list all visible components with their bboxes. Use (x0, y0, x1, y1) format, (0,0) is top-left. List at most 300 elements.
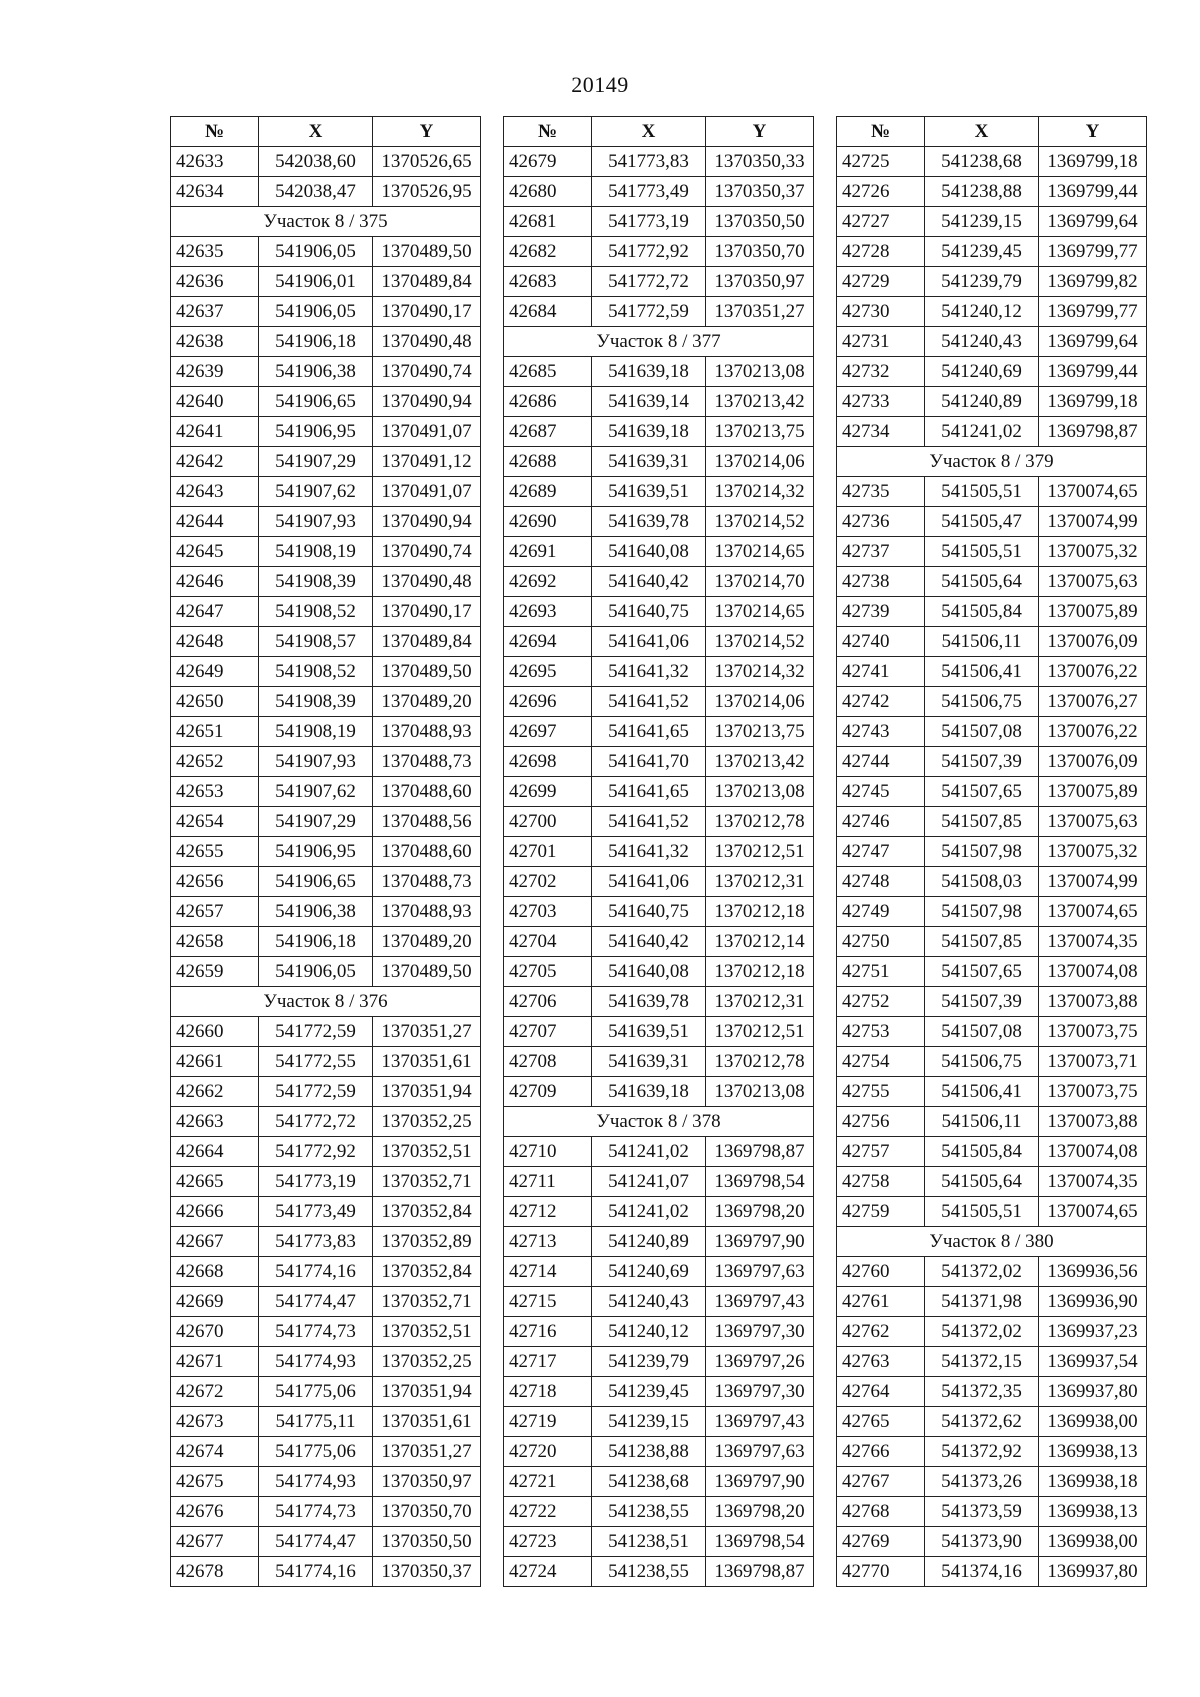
y-coordinate: 1370073,75 (1039, 1077, 1147, 1107)
x-coordinate: 541639,78 (592, 507, 706, 537)
x-coordinate: 541641,65 (592, 717, 706, 747)
table-row (171, 1347, 481, 1377)
y-coordinate: 1370490,48 (373, 327, 481, 357)
y-coordinate: 1370214,52 (706, 507, 814, 537)
x-coordinate: 541372,92 (925, 1437, 1039, 1467)
point-number: 42728 (837, 237, 925, 267)
point-number: 42714 (504, 1257, 592, 1287)
point-number: 42668 (171, 1257, 259, 1287)
point-number: 42763 (837, 1347, 925, 1377)
table-row (504, 1497, 814, 1527)
x-coordinate: 541240,69 (925, 357, 1039, 387)
y-coordinate: 1370213,42 (706, 747, 814, 777)
x-coordinate: 541507,39 (925, 747, 1039, 777)
y-coordinate: 1369797,90 (706, 1227, 814, 1257)
point-number: 42645 (171, 537, 259, 567)
table-row (837, 627, 1147, 657)
x-coordinate: 541505,51 (925, 477, 1039, 507)
point-number: 42764 (837, 1377, 925, 1407)
y-coordinate: 1370076,09 (1039, 627, 1147, 657)
x-coordinate: 541773,83 (259, 1227, 373, 1257)
table-row (837, 1317, 1147, 1347)
table-row (504, 507, 814, 537)
table-row (504, 597, 814, 627)
table-row (837, 1107, 1147, 1137)
point-number: 42686 (504, 387, 592, 417)
point-number: 42666 (171, 1197, 259, 1227)
table-row (171, 267, 481, 297)
y-coordinate: 1370074,99 (1039, 507, 1147, 537)
y-coordinate: 1370491,12 (373, 447, 481, 477)
header-number: № (504, 117, 592, 147)
y-coordinate: 1370213,42 (706, 387, 814, 417)
x-coordinate: 541240,43 (925, 327, 1039, 357)
x-coordinate: 541908,52 (259, 597, 373, 627)
table-row (837, 477, 1147, 507)
header-x: X (925, 117, 1039, 147)
point-number: 42697 (504, 717, 592, 747)
table-row (837, 867, 1147, 897)
y-coordinate: 1369938,00 (1039, 1527, 1147, 1557)
table-row (504, 297, 814, 327)
x-coordinate: 541238,55 (592, 1557, 706, 1587)
point-number: 42684 (504, 297, 592, 327)
x-coordinate: 541772,92 (592, 237, 706, 267)
table-row (504, 1017, 814, 1047)
y-coordinate: 1370074,08 (1039, 957, 1147, 987)
x-coordinate: 541906,95 (259, 837, 373, 867)
y-coordinate: 1369799,64 (1039, 207, 1147, 237)
point-number: 42646 (171, 567, 259, 597)
table-row (504, 1047, 814, 1077)
point-number: 42700 (504, 807, 592, 837)
y-coordinate: 1370526,95 (373, 177, 481, 207)
header-y: Y (706, 117, 814, 147)
y-coordinate: 1370490,74 (373, 537, 481, 567)
y-coordinate: 1369938,18 (1039, 1467, 1147, 1497)
table-row (171, 447, 481, 477)
y-coordinate: 1370214,52 (706, 627, 814, 657)
x-coordinate: 541240,69 (592, 1257, 706, 1287)
point-number: 42703 (504, 897, 592, 927)
y-coordinate: 1369936,90 (1039, 1287, 1147, 1317)
x-coordinate: 541774,47 (259, 1527, 373, 1557)
y-coordinate: 1370488,73 (373, 867, 481, 897)
y-coordinate: 1370076,09 (1039, 747, 1147, 777)
x-coordinate: 541372,02 (925, 1257, 1039, 1287)
y-coordinate: 1370350,50 (706, 207, 814, 237)
y-coordinate: 1370351,27 (706, 297, 814, 327)
y-coordinate: 1369798,87 (706, 1557, 814, 1587)
table-row (171, 507, 481, 537)
table-row (504, 537, 814, 567)
x-coordinate: 541371,98 (925, 1287, 1039, 1317)
point-number: 42639 (171, 357, 259, 387)
table-row (504, 267, 814, 297)
point-number: 42663 (171, 1107, 259, 1137)
x-coordinate: 541773,83 (592, 147, 706, 177)
table-row (837, 717, 1147, 747)
y-coordinate: 1370212,14 (706, 927, 814, 957)
x-coordinate: 541507,65 (925, 777, 1039, 807)
x-coordinate: 541241,02 (592, 1137, 706, 1167)
table-row (171, 177, 481, 207)
table-row (837, 1047, 1147, 1077)
x-coordinate: 541374,16 (925, 1557, 1039, 1587)
table-row (171, 1497, 481, 1527)
y-coordinate: 1370489,20 (373, 927, 481, 957)
y-coordinate: 1369937,80 (1039, 1377, 1147, 1407)
point-number: 42677 (171, 1527, 259, 1557)
y-coordinate: 1369799,18 (1039, 387, 1147, 417)
table-row (837, 537, 1147, 567)
point-number: 42676 (171, 1497, 259, 1527)
x-coordinate: 541641,65 (592, 777, 706, 807)
point-number: 42667 (171, 1227, 259, 1257)
table-row (837, 1557, 1147, 1587)
x-coordinate: 541240,12 (925, 297, 1039, 327)
point-number: 42744 (837, 747, 925, 777)
x-coordinate: 541639,51 (592, 477, 706, 507)
x-coordinate: 541641,52 (592, 807, 706, 837)
page-number: 20149 (571, 72, 629, 97)
point-number: 42673 (171, 1407, 259, 1437)
y-coordinate: 1370214,70 (706, 567, 814, 597)
x-coordinate: 541774,73 (259, 1497, 373, 1527)
x-coordinate: 541241,02 (592, 1197, 706, 1227)
point-number: 42725 (837, 147, 925, 177)
x-coordinate: 541507,08 (925, 717, 1039, 747)
point-number: 42635 (171, 237, 259, 267)
section-row (837, 1227, 1147, 1257)
point-number: 42723 (504, 1527, 592, 1557)
point-number: 42711 (504, 1167, 592, 1197)
x-coordinate: 541639,31 (592, 1047, 706, 1077)
y-coordinate: 1370489,84 (373, 627, 481, 657)
table-row (171, 147, 481, 177)
table-row (171, 597, 481, 627)
point-number: 42722 (504, 1497, 592, 1527)
point-number: 42708 (504, 1047, 592, 1077)
y-coordinate: 1370350,70 (373, 1497, 481, 1527)
point-number: 42690 (504, 507, 592, 537)
y-coordinate: 1370073,75 (1039, 1017, 1147, 1047)
point-number: 42760 (837, 1257, 925, 1287)
x-coordinate: 541641,06 (592, 867, 706, 897)
point-number: 42709 (504, 1077, 592, 1107)
x-coordinate: 541505,84 (925, 1137, 1039, 1167)
point-number: 42689 (504, 477, 592, 507)
y-coordinate: 1369799,77 (1039, 237, 1147, 267)
x-coordinate: 541506,41 (925, 1077, 1039, 1107)
point-number: 42758 (837, 1167, 925, 1197)
point-number: 42727 (837, 207, 925, 237)
table-row (504, 867, 814, 897)
table-row (504, 1257, 814, 1287)
x-coordinate: 541372,35 (925, 1377, 1039, 1407)
point-number: 42636 (171, 267, 259, 297)
table-row (171, 537, 481, 567)
table-row (171, 1107, 481, 1137)
point-number: 42729 (837, 267, 925, 297)
y-coordinate: 1370352,25 (373, 1347, 481, 1377)
point-number: 42715 (504, 1287, 592, 1317)
y-coordinate: 1370352,89 (373, 1227, 481, 1257)
point-number: 42755 (837, 1077, 925, 1107)
y-coordinate: 1370488,60 (373, 777, 481, 807)
x-coordinate: 541907,62 (259, 777, 373, 807)
point-number: 42738 (837, 567, 925, 597)
section-title: Участок 8 / 377 (504, 327, 814, 357)
y-coordinate: 1369797,26 (706, 1347, 814, 1377)
table-row (504, 957, 814, 987)
y-coordinate: 1370212,51 (706, 1017, 814, 1047)
x-coordinate: 541639,51 (592, 1017, 706, 1047)
y-coordinate: 1370351,27 (373, 1437, 481, 1467)
table-row (837, 837, 1147, 867)
x-coordinate: 541907,93 (259, 507, 373, 537)
y-coordinate: 1369799,82 (1039, 267, 1147, 297)
y-coordinate: 1369799,44 (1039, 357, 1147, 387)
point-number: 42637 (171, 297, 259, 327)
y-coordinate: 1370350,97 (706, 267, 814, 297)
x-coordinate: 541640,42 (592, 927, 706, 957)
x-coordinate: 541906,38 (259, 357, 373, 387)
x-coordinate: 541773,19 (259, 1167, 373, 1197)
table-row (171, 297, 481, 327)
x-coordinate: 541640,08 (592, 537, 706, 567)
y-coordinate: 1369797,63 (706, 1437, 814, 1467)
x-coordinate: 541775,11 (259, 1407, 373, 1437)
x-coordinate: 541238,68 (925, 147, 1039, 177)
x-coordinate: 541507,65 (925, 957, 1039, 987)
point-number: 42634 (171, 177, 259, 207)
y-coordinate: 1370352,84 (373, 1197, 481, 1227)
y-coordinate: 1369799,64 (1039, 327, 1147, 357)
section-title: Участок 8 / 375 (171, 207, 481, 237)
y-coordinate: 1370076,22 (1039, 657, 1147, 687)
x-coordinate: 541774,16 (259, 1557, 373, 1587)
point-number: 42648 (171, 627, 259, 657)
y-coordinate: 1370213,75 (706, 417, 814, 447)
section-row (171, 207, 481, 237)
section-title: Участок 8 / 376 (171, 987, 481, 1017)
x-coordinate: 541506,11 (925, 1107, 1039, 1137)
x-coordinate: 541772,92 (259, 1137, 373, 1167)
x-coordinate: 541772,55 (259, 1047, 373, 1077)
table-row (504, 927, 814, 957)
y-coordinate: 1370214,06 (706, 447, 814, 477)
x-coordinate: 541240,12 (592, 1317, 706, 1347)
point-number: 42664 (171, 1137, 259, 1167)
x-coordinate: 541239,15 (592, 1407, 706, 1437)
y-coordinate: 1370075,63 (1039, 567, 1147, 597)
point-number: 42655 (171, 837, 259, 867)
y-coordinate: 1370074,35 (1039, 1167, 1147, 1197)
header-number: № (837, 117, 925, 147)
table-row (837, 417, 1147, 447)
y-coordinate: 1370490,94 (373, 507, 481, 537)
table-row (837, 687, 1147, 717)
x-coordinate: 541372,62 (925, 1407, 1039, 1437)
table-row (171, 1047, 481, 1077)
point-number: 42683 (504, 267, 592, 297)
x-coordinate: 541505,64 (925, 567, 1039, 597)
x-coordinate: 541773,49 (259, 1197, 373, 1227)
x-coordinate: 541906,38 (259, 897, 373, 927)
x-coordinate: 541908,39 (259, 567, 373, 597)
table-row (504, 1317, 814, 1347)
table-row (171, 747, 481, 777)
x-coordinate: 541373,90 (925, 1527, 1039, 1557)
x-coordinate: 541239,79 (592, 1347, 706, 1377)
point-number: 42719 (504, 1407, 592, 1437)
x-coordinate: 541507,98 (925, 837, 1039, 867)
point-number: 42654 (171, 807, 259, 837)
y-coordinate: 1370352,25 (373, 1107, 481, 1137)
x-coordinate: 541506,41 (925, 657, 1039, 687)
x-coordinate: 541238,68 (592, 1467, 706, 1497)
x-coordinate: 541505,47 (925, 507, 1039, 537)
y-coordinate: 1370213,75 (706, 717, 814, 747)
coordinates-table-1 (170, 116, 481, 1587)
y-coordinate: 1369797,30 (706, 1377, 814, 1407)
x-coordinate: 541907,62 (259, 477, 373, 507)
point-number: 42661 (171, 1047, 259, 1077)
x-coordinate: 541238,88 (925, 177, 1039, 207)
y-coordinate: 1370490,17 (373, 297, 481, 327)
x-coordinate: 541906,65 (259, 387, 373, 417)
x-coordinate: 541506,75 (925, 687, 1039, 717)
table-row (171, 897, 481, 927)
point-number: 42712 (504, 1197, 592, 1227)
point-number: 42647 (171, 597, 259, 627)
header-row (504, 117, 814, 147)
table-row (837, 1077, 1147, 1107)
point-number: 42736 (837, 507, 925, 537)
point-number: 42699 (504, 777, 592, 807)
point-number: 42759 (837, 1197, 925, 1227)
table-row (504, 1197, 814, 1227)
point-number: 42660 (171, 1017, 259, 1047)
point-number: 42670 (171, 1317, 259, 1347)
table-row (504, 1377, 814, 1407)
section-title: Участок 8 / 380 (837, 1227, 1147, 1257)
x-coordinate: 541240,89 (592, 1227, 706, 1257)
table-row (837, 1347, 1147, 1377)
x-coordinate: 541774,16 (259, 1257, 373, 1287)
table-row (504, 387, 814, 417)
x-coordinate: 541507,85 (925, 927, 1039, 957)
x-coordinate: 541640,75 (592, 897, 706, 927)
point-number: 42653 (171, 777, 259, 807)
table-row (504, 897, 814, 927)
y-coordinate: 1370074,08 (1039, 1137, 1147, 1167)
table-row (504, 1137, 814, 1167)
y-coordinate: 1370212,78 (706, 807, 814, 837)
y-coordinate: 1370352,51 (373, 1137, 481, 1167)
table-row (171, 687, 481, 717)
y-coordinate: 1369797,63 (706, 1257, 814, 1287)
point-number: 42681 (504, 207, 592, 237)
header-y: Y (1039, 117, 1147, 147)
y-coordinate: 1370212,51 (706, 837, 814, 867)
table-row (504, 1467, 814, 1497)
table-row (171, 927, 481, 957)
table-row (171, 387, 481, 417)
table-row (837, 1377, 1147, 1407)
point-number: 42751 (837, 957, 925, 987)
table-row (504, 807, 814, 837)
point-number: 42766 (837, 1437, 925, 1467)
y-coordinate: 1370350,37 (373, 1557, 481, 1587)
table-row (171, 417, 481, 447)
table-row (837, 597, 1147, 627)
point-number: 42716 (504, 1317, 592, 1347)
table-row (837, 747, 1147, 777)
point-number: 42746 (837, 807, 925, 837)
y-coordinate: 1370488,73 (373, 747, 481, 777)
point-number: 42768 (837, 1497, 925, 1527)
point-number: 42710 (504, 1137, 592, 1167)
point-number: 42665 (171, 1167, 259, 1197)
y-coordinate: 1369797,90 (706, 1467, 814, 1497)
x-coordinate: 541908,57 (259, 627, 373, 657)
point-number: 42752 (837, 987, 925, 1017)
y-coordinate: 1370073,88 (1039, 1107, 1147, 1137)
y-coordinate: 1370526,65 (373, 147, 481, 177)
header-row (171, 117, 481, 147)
point-number: 42657 (171, 897, 259, 927)
x-coordinate: 541772,59 (259, 1017, 373, 1047)
table-row (837, 1527, 1147, 1557)
table-row (837, 1137, 1147, 1167)
point-number: 42705 (504, 957, 592, 987)
point-number: 42704 (504, 927, 592, 957)
point-number: 42757 (837, 1137, 925, 1167)
y-coordinate: 1370489,50 (373, 957, 481, 987)
section-row (837, 447, 1147, 477)
y-coordinate: 1370214,32 (706, 477, 814, 507)
point-number: 42707 (504, 1017, 592, 1047)
y-coordinate: 1369798,20 (706, 1197, 814, 1227)
point-number: 42659 (171, 957, 259, 987)
table-row (504, 687, 814, 717)
table-row (837, 357, 1147, 387)
x-coordinate: 541507,85 (925, 807, 1039, 837)
x-coordinate: 541772,59 (592, 297, 706, 327)
y-coordinate: 1370489,50 (373, 237, 481, 267)
x-coordinate: 541906,01 (259, 267, 373, 297)
y-coordinate: 1370352,71 (373, 1167, 481, 1197)
x-coordinate: 541908,39 (259, 687, 373, 717)
point-number: 42701 (504, 837, 592, 867)
table-row (171, 1407, 481, 1437)
table-row (837, 1017, 1147, 1047)
table-row (171, 1287, 481, 1317)
y-coordinate: 1369798,87 (706, 1137, 814, 1167)
x-coordinate: 541241,02 (925, 417, 1039, 447)
table-row (171, 237, 481, 267)
y-coordinate: 1370491,07 (373, 417, 481, 447)
header-x: X (592, 117, 706, 147)
x-coordinate: 541908,52 (259, 657, 373, 687)
y-coordinate: 1369938,13 (1039, 1497, 1147, 1527)
table-row (837, 177, 1147, 207)
table-row (837, 1407, 1147, 1437)
point-number: 42674 (171, 1437, 259, 1467)
table-row (171, 1017, 481, 1047)
